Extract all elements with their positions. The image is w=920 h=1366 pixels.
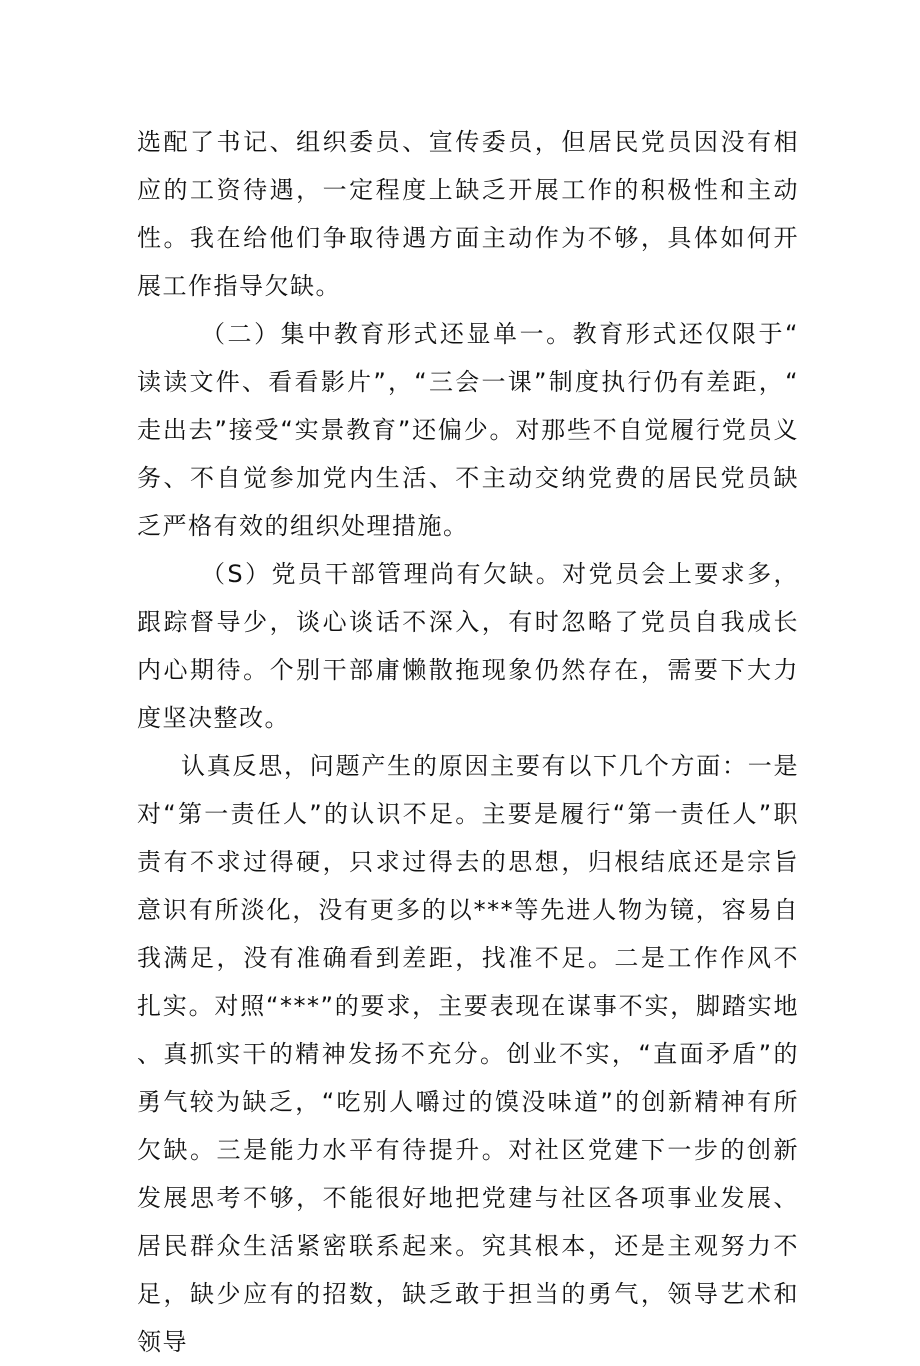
paragraph-section-three: （S）党员干部管理尚有欠缺。对党员会上要求多，跟踪督导少，谈心谈话不深入，有时忽略了党员自我成长内心期待。个别干部庸懒散拖现象仍然存在，需要下大力度坚决整改。 (137, 560, 799, 732)
document-body (137, 118, 799, 1366)
paragraph-continuation: 选配了书记、组织委员、宣传委员，但居民党员因没有相应的工资待遇，一定程度上缺乏开展工作的积极性和主动性。我在给他们争取待遇方面主动作为不够，具体如何开展工作指导欠缺。 (137, 128, 799, 300)
paragraph-section-two: （二）集中教育形式还显单一。教育形式还仅限于“读读文件、看看影片”，“三会一课”制度执行仍有差距，“走出去”接受“实景教育”还偏少。对那些不自觉履行党员义务、不自觉参加党内生活、不主动交纳党费的居民党员缺乏严格有效的组织处理措施。 (137, 320, 799, 540)
paragraph-reflection: 认真反思，问题产生的原因主要有以下几个方面：一是对“第一责任人”的认识不足。主要是履行“第一责任人”职责有不求过得硬，只求过得去的思想，归根结底还是宗旨意识有所淡化，没有更多的以***等先进人物为镜，容易自我满足，没有准确看到差距，找准不足。二是工作作风不扎实。对照“***”的要求，主要表现在谋事不实，脚踏实地、真抓实干的精神发扬不充分。创业不实，“直面矛盾”的勇气较为缺乏，“吃别人嚼过的馍没味道”的创新精神有所欠缺。三是能力水平有待提升。对社区党建下一步的创新发展思考不够，不能很好地把党建与社区各项事业发展、居民群众生活紧密联系起来。究其根本，还是主观努力不足，缺少应有的招数，缺乏敢于担当的勇气，领导艺术和领导 (137, 752, 799, 1356)
